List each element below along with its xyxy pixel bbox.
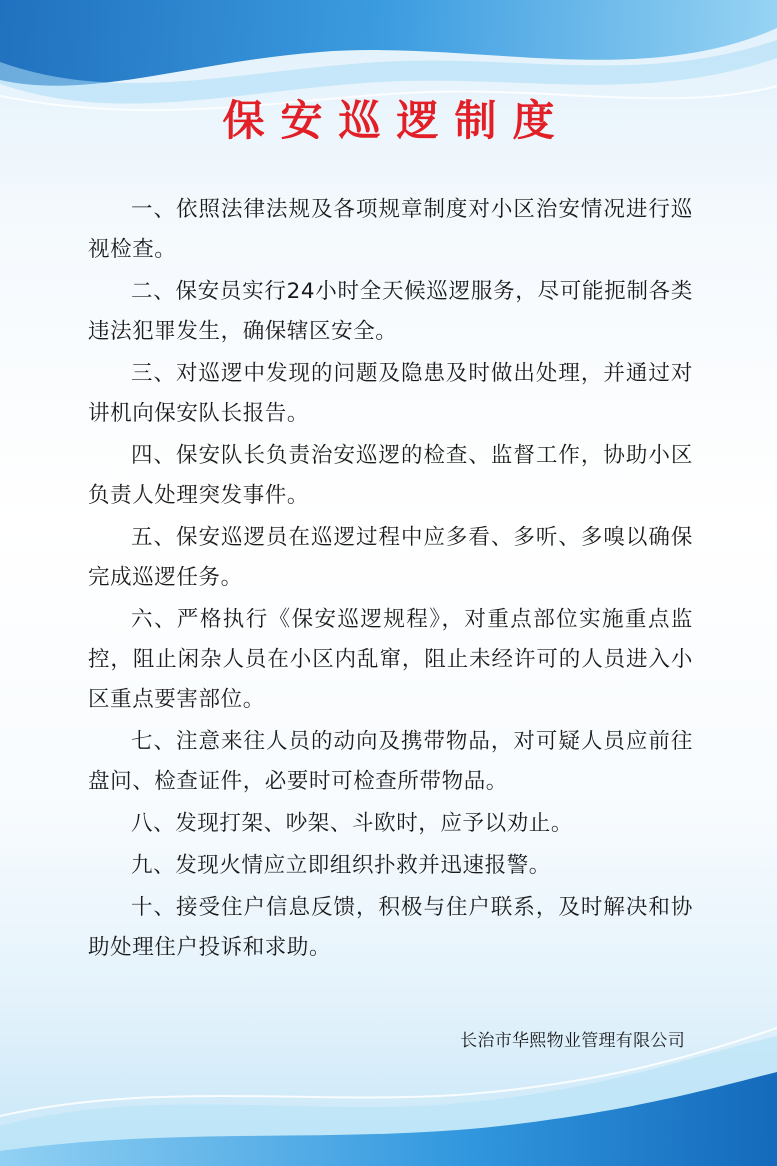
rule-item-9: 九、发现火情应立即组织扑救并迅速报警。 [131, 853, 551, 878]
poster-title: 保安巡逻制度 [222, 96, 571, 145]
rule-item-8: 八、发现打架、吵架、斗欧时，应予以劝止。 [131, 811, 574, 836]
company-name: 长治市华熙物业管理有限公司 [460, 1031, 685, 1051]
rule-item-10: 十、接受住户信息反馈，积极与住户联系，及时解决和协助处理住户投诉和求助。 [88, 895, 693, 960]
rules-list [88, 190, 693, 970]
rule-item-5: 五、保安巡逻员在巡逻过程中应多看、多听、多嗅以确保完成巡逻任务。 [88, 525, 693, 590]
rule-item-3: 三、对巡逻中发现的问题及隐患及时做出处理，并通过对讲机向保安队长报告。 [88, 361, 693, 426]
rule-item-7: 七、注意来往人员的动向及携带物品，对可疑人员应前往盘问、检查证件，必要时可检查所带物品。 [88, 729, 693, 794]
rule-item-6: 六、严格执行《保安巡逻规程》，对重点部位实施重点监控，阻止闲杂人员在小区内乱窜，阻止未经许可的人员进入小区重点要害部位。 [88, 607, 693, 712]
bottom-wave-decoration [0, 976, 777, 1166]
rule-item-1: 一、依照法律法规及各项规章制度对小区治安情况进行巡视检查。 [88, 197, 693, 262]
rule-item-4: 四、保安队长负责治安巡逻的检查、监督工作，协助小区负责人处理突发事件。 [88, 443, 693, 508]
rule-item-2: 二、保安员实行24小时全天候巡逻服务，尽可能扼制各类违法犯罪发生，确保辖区安全。 [88, 279, 693, 344]
